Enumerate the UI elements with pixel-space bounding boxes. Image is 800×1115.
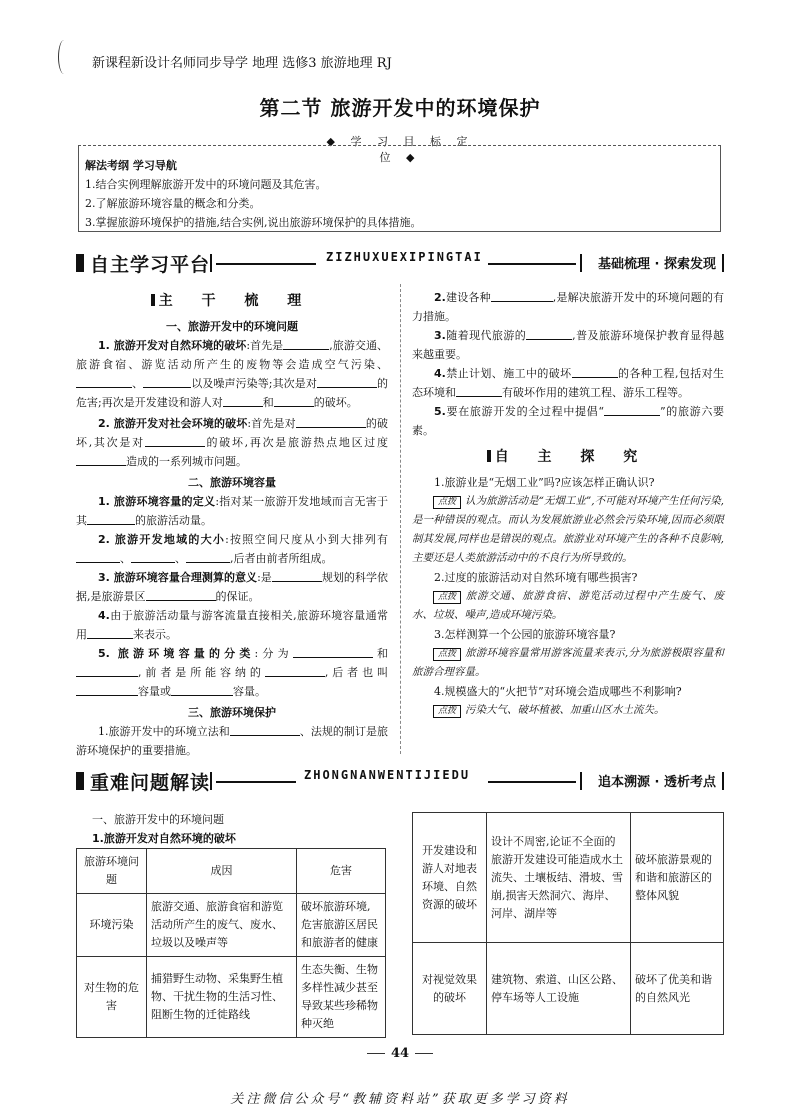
paragraph: 1. 旅游开发对自然环境的破坏:首先是 ,旅游交通、旅游食宿、游览活动所产生的废物等会造成空气污染、、 以及噪声污染等;其次是对 的危害;再次是开发建设和游人对 和 的破坏。 xyxy=(76,339,389,409)
banner-pinyin: ZHONGNANWENTIJIEDU xyxy=(304,768,471,782)
paragraph: 2. 旅游开发地域的大小:按照空间尺度从小到大排列有、 、 ,后者由前者所组成。 xyxy=(76,530,388,568)
table-cell: 破坏旅游环境,危害旅游区居民和旅游者的健康 xyxy=(297,894,386,957)
section-heading: 三、旅游环境保护 xyxy=(188,706,276,719)
objective-item: 2.了解旅游环境容量的概念和分类。 xyxy=(85,197,261,210)
section-banner-self-study xyxy=(76,250,724,276)
table-cell: 破坏了优美和谐的自然风光 xyxy=(631,943,724,1035)
table-cell: 旅游交通、旅游食宿和游览活动所产生的废气、废水、垃圾以及噪声等 xyxy=(147,894,297,957)
header-decoration xyxy=(58,40,70,74)
banner-pinyin: ZIZHUXUEXIPINGTAI xyxy=(326,250,483,264)
paragraph: 5. 旅游环境容量的分类:分为 和,前者是所能容纳的 ,后者也叫容量或 容量。 xyxy=(76,644,388,701)
table-cell: 环境污染 xyxy=(77,894,147,957)
table-cell: 建筑物、索道、山区公路、停车场等人工设施 xyxy=(487,943,631,1035)
table-row xyxy=(77,894,386,957)
paragraph: 2.建设各种 ,是解决旅游开发中的环境问题的有力措施。 xyxy=(412,291,725,323)
table-header: 成因 xyxy=(147,849,297,894)
table-cell: 破坏旅游景观的和谐和旅游区的整体风貌 xyxy=(631,813,724,943)
objectives-heading: ◆ 学 习 目 标 定 位 ◆ xyxy=(326,135,474,164)
table-row xyxy=(77,957,386,1038)
paragraph: 3.随着现代旅游的 ,普及旅游环境保护教育显得越来越重要。 xyxy=(412,329,725,361)
running-title: 新课程新设计名师同步导学 地理 选修3 旅游地理 RJ xyxy=(92,56,392,71)
section-heading: 一、旅游开发中的环境问题 xyxy=(92,813,224,826)
answer: 点拨 污染大气、破坏植被、加重山区水土流失。 xyxy=(412,701,724,720)
objective-item: 3.掌握旅游环境保护的措施,结合实例,说出旅游环境保护的具体措施。 xyxy=(85,216,422,229)
column-divider xyxy=(400,284,401,754)
section-banner-key-issues xyxy=(76,768,724,794)
page-number: 44 xyxy=(0,1046,800,1061)
paragraph: 1. 旅游环境容量的定义:指对某一旅游开发地域而言无害于其 的旅游活动量。 xyxy=(76,495,388,527)
question: 2.过度的旅游活动对自然环境有哪些损害? xyxy=(434,571,638,584)
section-subheading: 1.旅游开发对自然环境的破坏 xyxy=(92,832,236,845)
table-cell: 开发建设和游人对地表环境、自然资源的破坏 xyxy=(413,813,487,943)
paragraph: 4.由于旅游活动量与游客流量直接相关,旅游环境容量通常用 来表示。 xyxy=(76,609,388,641)
table-row xyxy=(413,943,724,1035)
question: 4.规模盛大的“火把节”对环境会造成哪些不利影响? xyxy=(434,685,682,698)
objectives-subheading: 解法考纲 学习导航 xyxy=(85,159,177,172)
objective-item: 1.结合实例理解旅游开发中的环境问题及其危害。 xyxy=(85,178,327,191)
banner-right-label: 追本溯源 · 透析考点 xyxy=(598,775,716,790)
section-heading: 二、旅游环境容量 xyxy=(188,476,276,489)
promo-text: 关注微信公众号“教辅资料站”获取更多学习资料 xyxy=(230,1092,570,1107)
paragraph: 4.禁止计划、施工中的破坏 的各种工程,包括对生态环境和 有破坏作用的建筑工程、游乐工程等。 xyxy=(412,367,725,399)
problems-table-continued xyxy=(412,812,724,1035)
banner-title: 重难问题解读 xyxy=(90,772,211,794)
table-cell: 捕猎野生动物、采集野生植物、干扰生物的生活习性、阻断生物的迁徙路线 xyxy=(147,957,297,1038)
table-header-row xyxy=(77,849,386,894)
objectives-box xyxy=(78,145,721,232)
table-row xyxy=(413,813,724,943)
table-header: 危害 xyxy=(297,849,386,894)
table-header: 旅游环境问题 xyxy=(77,849,147,894)
table-cell: 设计不周密,论证不全面的旅游开发建设可能造成水土流失、土壤板结、滑坡、雪崩,损害天然洞穴、海岸、河岸、湖岸等 xyxy=(487,813,631,943)
paragraph: 3. 旅游环境容量合理测算的意义:是 规划的科学依据,是旅游景区 的保证。 xyxy=(76,571,388,603)
section-heading: 一、旅游开发中的环境问题 xyxy=(166,320,298,333)
paragraph: 1.旅游开发中的环境立法和 、法规的制订是旅游环境保护的重要措施。 xyxy=(76,725,389,757)
answer: 点拨 旅游环境容量常用游客流量来表示,分为旅游极限容量和旅游合理容量。 xyxy=(412,647,724,678)
question: 1.旅游业是“无烟工业”吗?应该怎样正确认识? xyxy=(434,476,655,489)
subsection-heading: 主 干 梳 理 xyxy=(76,292,388,311)
banner-title: 自主学习平台 xyxy=(90,254,211,276)
table-cell: 对视觉效果的破坏 xyxy=(413,943,487,1035)
table-cell: 对生物的危害 xyxy=(77,957,147,1038)
left-column xyxy=(76,288,388,760)
subsection-heading: 自 主 探 究 xyxy=(412,448,724,467)
question: 3.怎样测算一个公园的旅游环境容量? xyxy=(434,628,616,641)
lower-headings xyxy=(92,810,236,848)
right-column xyxy=(412,288,724,720)
answer: 点拨 认为旅游活动是“无烟工业”,不可能对环境产生任何污染,是一种错误的观点。而认为发展旅游业必然会污染环境,因而必须限制其发展,同样也是错误的观点。旅游业对环境产生的各种不良影响,主要还是人类旅游活动中的不良行为所导致的。 xyxy=(412,495,724,564)
paragraph: 2. 旅游开发对社会环境的破坏:首先是对 的破坏,其次是对 的破坏,再次是旅游热点地区过度造成的一系列城市问题。 xyxy=(76,417,389,468)
page-title: 第二节 旅游开发中的环境保护 xyxy=(259,96,541,120)
problems-table xyxy=(76,848,386,1038)
banner-right-label: 基础梳理 · 探索发现 xyxy=(598,257,716,272)
table-cell: 生态失衡、生物多样性减少甚至导致某些珍稀物种灭绝 xyxy=(297,957,386,1038)
paragraph: 5.要在旅游开发的全过程中提倡“ ”的旅游六要素。 xyxy=(412,405,725,437)
answer: 点拨 旅游交通、旅游食宿、游览活动过程中产生废气、废水、垃圾、噪声,造成环境污染。 xyxy=(412,590,724,621)
